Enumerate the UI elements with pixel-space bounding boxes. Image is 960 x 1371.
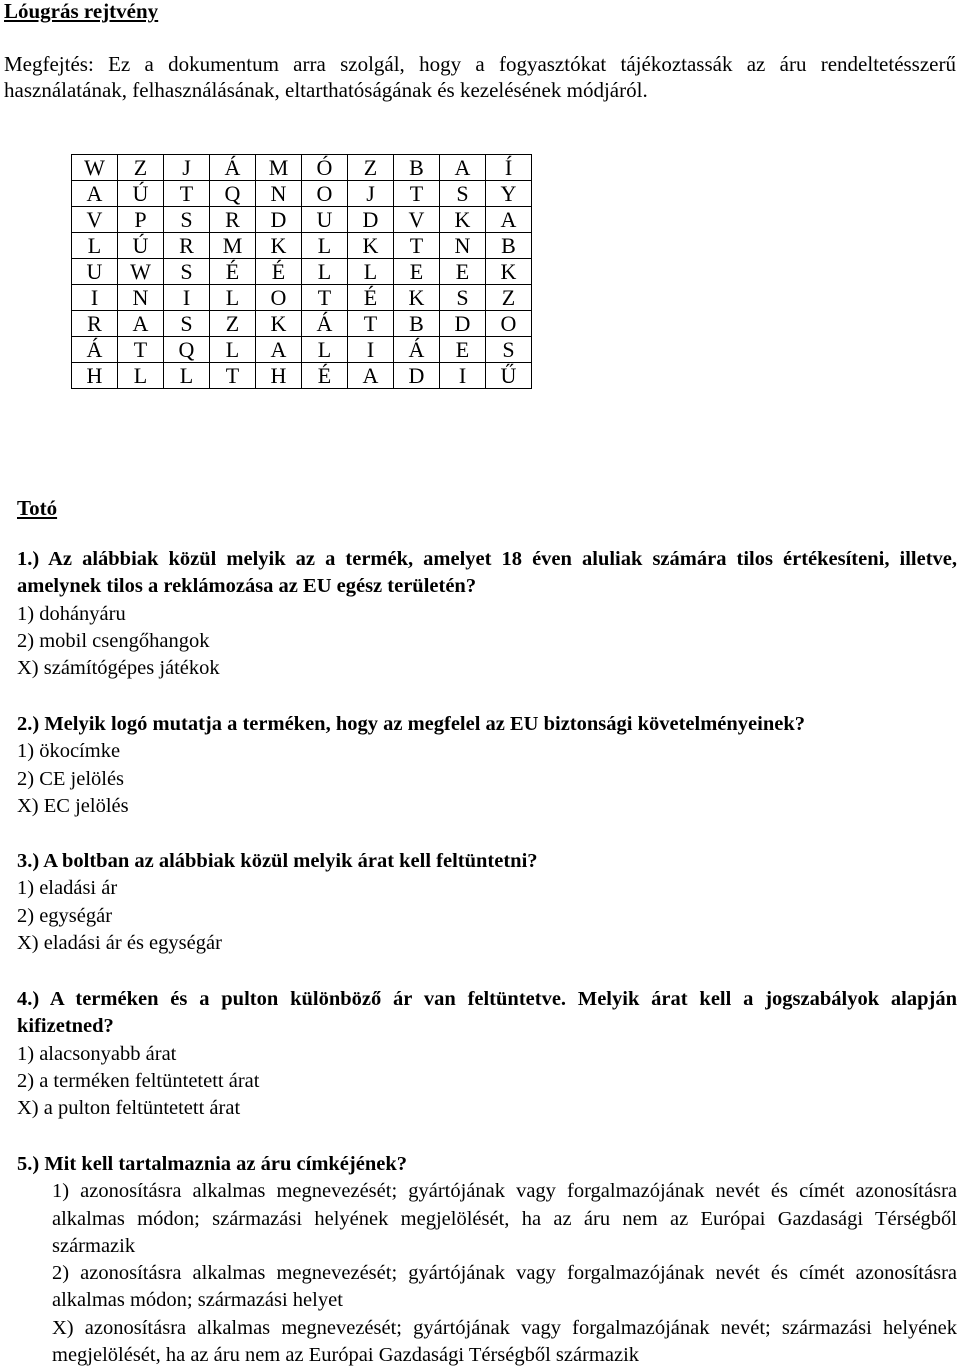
grid-cell: A — [72, 181, 118, 207]
grid-cell: T — [118, 337, 164, 363]
grid-cell: R — [72, 311, 118, 337]
question-3 — [17, 848, 957, 957]
grid-row — [72, 285, 532, 311]
solution-text: Megfejtés: Ez a dokumentum arra szolgál, hogy a fogyasztókat tájékoztassák az áru rendeltetésszerű használatának, felhasználásának, eltarthatóságának és kezelésének módjáról. — [4, 52, 956, 102]
answer-option: 2) azonosításra alkalmas megnevezését; gyártójának vagy forgalmazójának nevét és címét azonosításra alkalmas módon; származási helyet — [52, 1262, 957, 1312]
answer-option: 2) egységár — [17, 904, 113, 927]
grid-cell: V — [72, 207, 118, 233]
grid-cell: K — [440, 207, 486, 233]
question-4 — [17, 986, 957, 1122]
letter-grid — [71, 154, 532, 389]
grid-cell: I — [72, 285, 118, 311]
grid-cell: Ú — [118, 181, 164, 207]
question-5 — [17, 1151, 957, 1369]
answer-option: 2) a terméken feltüntetett árat — [17, 1069, 260, 1092]
toto-title: Totó — [17, 496, 58, 520]
grid-cell: A — [118, 311, 164, 337]
grid-cell: Á — [302, 311, 348, 337]
grid-cell: L — [348, 259, 394, 285]
grid-cell: Á — [210, 155, 256, 181]
grid-cell: Q — [164, 337, 210, 363]
grid-cell: U — [302, 207, 348, 233]
grid-cell: K — [256, 311, 302, 337]
answer-option: X) a pulton feltüntetett árat — [17, 1097, 241, 1120]
answer-option: 1) dohányáru — [17, 602, 126, 625]
grid-cell: Z — [118, 155, 164, 181]
grid-row — [72, 363, 532, 389]
grid-cell: T — [302, 285, 348, 311]
grid-cell: B — [394, 311, 440, 337]
grid-cell: R — [210, 207, 256, 233]
answer-option: 1) eladási ár — [17, 877, 118, 900]
grid-cell: Ű — [486, 363, 532, 389]
grid-row — [72, 311, 532, 337]
grid-cell: E — [440, 259, 486, 285]
grid-cell: L — [302, 259, 348, 285]
grid-cell: L — [210, 285, 256, 311]
grid-cell: W — [118, 259, 164, 285]
grid-row — [72, 207, 532, 233]
grid-cell: K — [256, 233, 302, 259]
grid-cell: A — [348, 363, 394, 389]
grid-cell: S — [164, 311, 210, 337]
grid-row — [72, 155, 532, 181]
grid-cell: I — [348, 337, 394, 363]
question-2 — [17, 711, 957, 820]
grid-cell: L — [302, 337, 348, 363]
grid-cell: H — [72, 363, 118, 389]
grid-cell: M — [256, 155, 302, 181]
answer-option: X) eladási ár és egységár — [17, 931, 222, 954]
grid-cell: V — [394, 207, 440, 233]
answer-option: X) EC jelölés — [17, 794, 129, 817]
question-1 — [17, 546, 957, 682]
grid-cell: Y — [486, 181, 532, 207]
grid-cell: L — [118, 363, 164, 389]
grid-cell: L — [72, 233, 118, 259]
grid-cell: Z — [348, 155, 394, 181]
grid-cell: A — [440, 155, 486, 181]
grid-cell: T — [394, 233, 440, 259]
grid-cell: O — [256, 285, 302, 311]
grid-cell: N — [440, 233, 486, 259]
grid-cell: D — [256, 207, 302, 233]
grid-cell: K — [486, 259, 532, 285]
grid-row — [72, 181, 532, 207]
question-text: 3.) A boltban az alábbiak közül melyik árat kell feltüntetni? — [17, 850, 538, 872]
answer-option: 2) mobil csengőhangok — [17, 629, 210, 652]
grid-cell: S — [440, 181, 486, 207]
grid-cell: B — [394, 155, 440, 181]
grid-cell: K — [394, 285, 440, 311]
grid-cell: E — [440, 337, 486, 363]
grid-cell: S — [164, 207, 210, 233]
grid-cell: L — [302, 233, 348, 259]
grid-cell: S — [440, 285, 486, 311]
grid-cell: A — [486, 207, 532, 233]
grid-cell: B — [486, 233, 532, 259]
grid-cell: É — [348, 285, 394, 311]
grid-cell: O — [486, 311, 532, 337]
grid-cell: Í — [486, 155, 532, 181]
grid-cell: L — [164, 363, 210, 389]
grid-cell: E — [394, 259, 440, 285]
grid-cell: J — [348, 181, 394, 207]
grid-cell: L — [210, 337, 256, 363]
question-text: 2.) Melyik logó mutatja a terméken, hogy az megfelel az EU biztonsági követelményeinek? — [17, 713, 805, 735]
grid-cell: R — [164, 233, 210, 259]
grid-cell: T — [210, 363, 256, 389]
grid-cell: T — [394, 181, 440, 207]
grid-cell: Q — [210, 181, 256, 207]
grid-cell: J — [164, 155, 210, 181]
grid-cell: N — [256, 181, 302, 207]
grid-cell: D — [440, 311, 486, 337]
grid-cell: Z — [210, 311, 256, 337]
grid-row — [72, 259, 532, 285]
grid-cell: N — [118, 285, 164, 311]
answer-option: X) számítógépes játékok — [17, 657, 220, 680]
document-title: Lóugrás rejtvény — [4, 0, 159, 23]
grid-cell: T — [164, 181, 210, 207]
letter-grid-body — [72, 155, 532, 389]
grid-row — [72, 337, 532, 363]
answer-option: 1) alacsonyabb árat — [17, 1042, 177, 1065]
question-text: 4.) A terméken és a pulton különböző ár van feltüntetve. Melyik árat kell a jogszabályok alapján kifizetned? — [17, 988, 957, 1038]
grid-cell: D — [394, 363, 440, 389]
grid-cell: É — [302, 363, 348, 389]
grid-cell: I — [164, 285, 210, 311]
grid-cell: P — [118, 207, 164, 233]
grid-cell: O — [302, 181, 348, 207]
grid-cell: K — [348, 233, 394, 259]
grid-cell: Ó — [302, 155, 348, 181]
grid-cell: S — [486, 337, 532, 363]
grid-cell: H — [256, 363, 302, 389]
grid-cell: A — [256, 337, 302, 363]
answer-option: X) azonosításra alkalmas megnevezését; gyártójának vagy forgalmazójának nevét; származási helyének megjelölését, ha az áru nem az Európai Gazdasági Térségből származik — [52, 1316, 957, 1367]
question-text: 1.) Az alábbiak közül melyik az a termék, amelyet 18 éven aluliak számára tilos értékesíteni, illetve, amelynek tilos a reklámozása az EU egész területén? — [17, 548, 957, 598]
grid-cell: T — [348, 311, 394, 337]
answer-option: 1) ökocímke — [17, 740, 121, 763]
grid-cell: Z — [486, 285, 532, 311]
grid-cell: Ú — [118, 233, 164, 259]
grid-cell: D — [348, 207, 394, 233]
answer-option: 2) CE jelölés — [17, 767, 125, 790]
solution-paragraph — [4, 51, 956, 103]
grid-cell: Á — [72, 337, 118, 363]
grid-cell: É — [210, 259, 256, 285]
grid-cell: Á — [394, 337, 440, 363]
grid-cell: S — [164, 259, 210, 285]
grid-cell: M — [210, 233, 256, 259]
grid-cell: W — [72, 155, 118, 181]
grid-cell: É — [256, 259, 302, 285]
grid-cell: U — [72, 259, 118, 285]
grid-cell: I — [440, 363, 486, 389]
answer-option: 1) azonosításra alkalmas megnevezését; gyártójának vagy forgalmazójának nevét és címét azonosításra alkalmas módon; származási helyének megjelölését, ha az áru nem az Európai Gazdasági Térségből származik — [52, 1180, 957, 1257]
question-text: 5.) Mit kell tartalmaznia az áru címkéjének? — [17, 1153, 407, 1175]
grid-row — [72, 233, 532, 259]
